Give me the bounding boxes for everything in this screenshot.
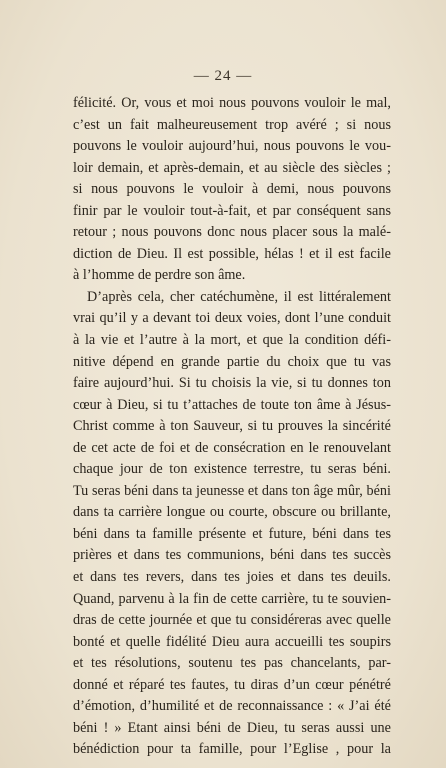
text-line: félicité. Or, vous et moi nous pouvons vouloir le mal, bbox=[73, 95, 391, 111]
text-line: vrai qu’il y a devant toi deux voies, dont l’une conduit bbox=[73, 310, 391, 327]
text-line: finir par le vouloir tout-à-fait, et par conséquent sans bbox=[73, 202, 391, 219]
text-line: diction de Dieu. Il est possible, hélas ! et il est facile bbox=[73, 245, 391, 262]
text-line: si nous pouvons le vouloir à demi, nous pouvons bbox=[73, 181, 391, 198]
text-line: à la vie et l’autre à la mort, et que la condition défi- bbox=[73, 332, 391, 349]
text-line: et tes résolutions, soutenu tes pas chancelants, par- bbox=[73, 655, 391, 672]
text-line: Christ comme à ton Sauveur, si tu prouves la sincérité bbox=[73, 418, 391, 435]
text-line: Tu seras béni dans ta jeunesse et dans ton âge mûr, béni bbox=[73, 482, 391, 499]
text-line: béni dans ta famille présente et future, béni dans tes bbox=[73, 525, 391, 542]
page-number: — 24 — bbox=[193, 68, 253, 84]
text-line: retour ; nous pouvons donc nous placer sous la malé- bbox=[73, 224, 391, 241]
text-line: D’après cela, cher catéchumène, il est littéralement bbox=[87, 288, 391, 305]
text-line: bonté et quelle fidélité Dieu aura accueilli tes soupirs bbox=[73, 633, 391, 650]
text-line: nitive dépend en grande partie du choix que tu vas bbox=[73, 353, 391, 370]
text-line: pouvons le vouloir aujourd’hui, nous pouvons le vou- bbox=[73, 138, 391, 155]
text-line: bénédiction pour ta famille, pour l’Eglise , pour la bbox=[73, 741, 391, 758]
text-line: dans ta carrière longue ou courte, obscure ou brillante, bbox=[73, 504, 391, 521]
text-line: Quand, parvenu à la fin de cette carrière, tu te souvien- bbox=[73, 590, 391, 607]
text-line: cœur à Dieu, si tu t’attaches de toute ton âme à Jésus- bbox=[73, 396, 391, 413]
body-text bbox=[73, 93, 391, 761]
text-line: de cet acte de foi et de consécration en le renouvelant bbox=[73, 439, 391, 456]
text-line: béni ! » Etant ainsi béni de Dieu, tu seras aussi une bbox=[73, 719, 391, 736]
text-line: c’est un fait malheureusement trop avéré ; si nous bbox=[73, 116, 391, 133]
text-line: chaque jour de ton existence terrestre, tu seras béni. bbox=[73, 461, 391, 478]
text-line: dras de cette journée et que tu considéreras avec quelle bbox=[73, 612, 391, 629]
text-line: à l’homme de perdre son âme. bbox=[73, 267, 246, 284]
text-line: prières et dans tes communions, béni dans tes succès bbox=[73, 547, 391, 564]
text-line: et dans tes revers, dans tes joies et dans tes deuils. bbox=[73, 569, 391, 586]
text-line: d’émotion, d’humilité et de reconnaissance : « J’ai été bbox=[73, 698, 391, 715]
text-line: faire aujourd’hui. Si tu choisis la vie, si tu donnes ton bbox=[73, 375, 391, 392]
text-line: loir demain, et après-demain, et au siècle des siècles ; bbox=[73, 159, 391, 176]
text-line: donné et réparé tes fautes, tu diras d’un cœur pénétré bbox=[73, 676, 391, 693]
